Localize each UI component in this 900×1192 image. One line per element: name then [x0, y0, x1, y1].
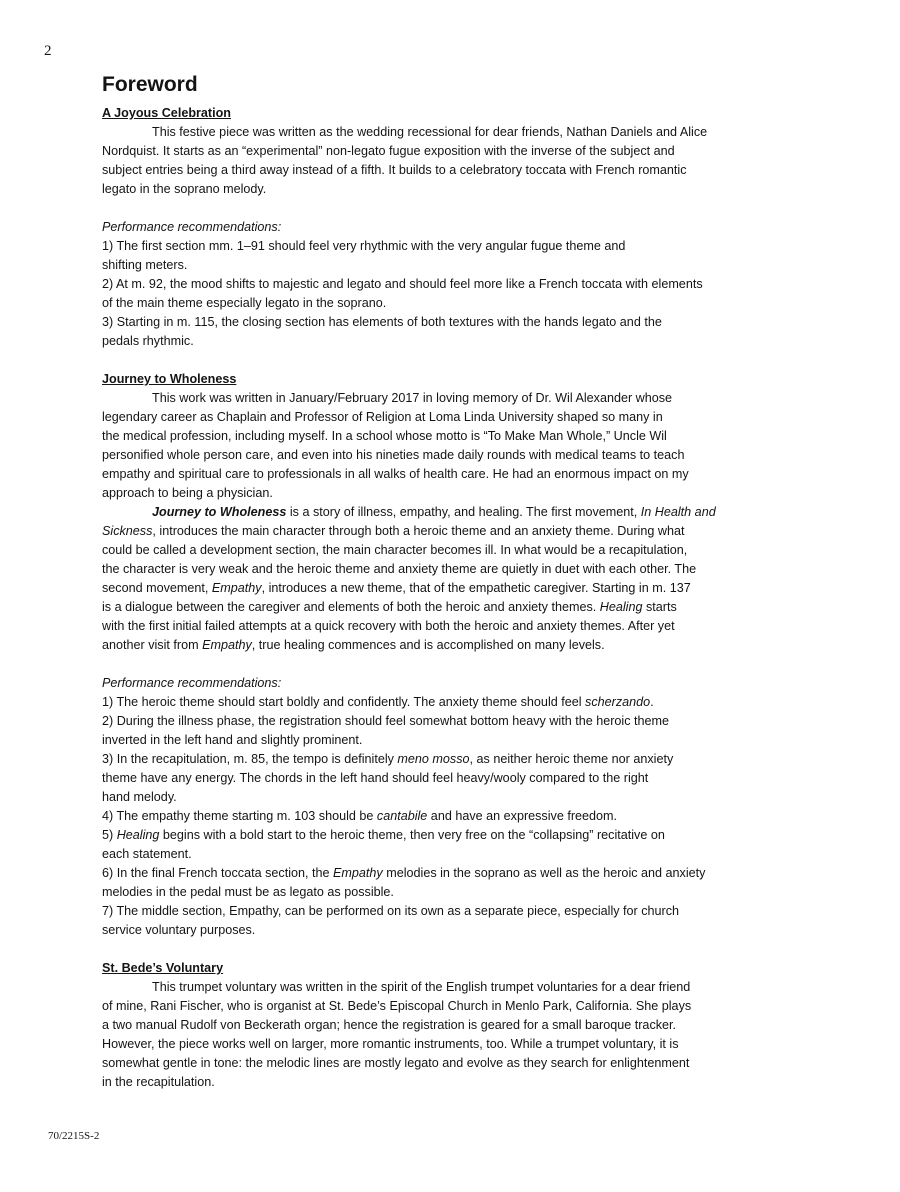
section-journey-to-wholeness — [102, 370, 802, 940]
recommendation-item: 2) During the illness phase, the registration should feel somewhat bottom heavy with the heroic theme inverted in the left hand and slightly prominent. — [102, 714, 670, 747]
recommendation-item: 2) At m. 92, the mood shifts to majestic and legato and should feel more like a French toccata with elements of the main theme especially legato in the soprano. — [102, 277, 703, 310]
section-paragraph — [102, 389, 802, 503]
recommendation-item: 3) Starting in m. 115, the closing section has elements of both textures with the hands legato and the pedals rhythmic. — [102, 315, 662, 348]
recommendation-item: 3) In the recapitulation, m. 85, the tempo is definitely meno mosso, as neither heroic theme nor anxiety theme have any energy. The chords in the left hand should feel heavy/wooly compared to the right hand melody. — [102, 752, 674, 804]
section-paragraph — [102, 978, 802, 1092]
section-heading: St. Bede’s Voluntary — [102, 961, 224, 975]
section-heading: A Joyous Celebration — [102, 106, 231, 120]
recommendation-item: 1) The heroic theme should start boldly and confidently. The anxiety theme should feel scherzando. — [102, 695, 654, 709]
movement-title: In Health and Sickness — [102, 505, 716, 538]
page-number: 2 — [44, 43, 52, 59]
section-st-bedes-voluntary — [102, 959, 802, 1092]
page-title: Foreword — [102, 73, 198, 96]
recommendations-label: Performance recommendations: — [102, 220, 282, 234]
paragraph-text: This festive piece was written as the wedding recessional for dear friends, Nathan Daniels and Alice Nordquist. It starts as an “experimental” non-legato fugue exposition with the inverse of the subject and subject entries being a third away instead of a fifth. It builds to a celebratory toccata with French romantic legato in the soprano melody. — [102, 125, 708, 196]
section-paragraph: Journey to Wholeness is a story of illness, empathy, and healing. The first movement, In Health and Sickness, introduces the main character through both a heroic theme and an anxiety theme. During what could be called a development section, the main character becomes ill. In what would be a recapitulation, the character is very weak and the heroic theme and anxiety theme are quietly in duet with each other. The second movement, Empathy, introduces a new theme, that of the empathetic caregiver. Starting in m. 137 is a dialogue between the caregiver and elements of both the heroic and anxiety themes. Healing starts with the first initial failed attempts at a quick recovery with both the heroic and anxiety themes. After yet another visit from Empathy, true healing commences and is accomplished on many levels. — [102, 505, 716, 652]
paragraph-text: This trumpet voluntary was written in the spirit of the English trumpet voluntaries for a dear friend of mine, Rani Fischer, who is organist at St. Bede’s Episcopal Church in Menlo Park, California. She plays a two manual Rudolf von Beckerath organ; hence the registration is geared for a small baroque tracker. However, the piece works well on larger, more romantic instruments, too. While a trumpet voluntary, it is somewhat gentle in tone: the melodic lines are mostly legato and evolve as they search for enlightenment in the recapitulation. — [102, 980, 692, 1089]
foreword-content — [102, 72, 802, 1092]
work-title: Journey to Wholeness — [152, 505, 287, 519]
recommendation-item: 5) Healing begins with a bold start to the heroic theme, then very free on the “collapsing” recitative on each statement. — [102, 828, 665, 861]
recommendation-item: 1) The first section mm. 1–91 should feel very rhythmic with the very angular fugue theme and shifting meters. — [102, 239, 626, 272]
movement-title: Healing — [599, 600, 643, 614]
recommendation-item: 7) The middle section, Empathy, can be performed on its own as a separate piece, especially for church service voluntary purposes. — [102, 904, 680, 937]
recommendations-label: Performance recommendations: — [102, 676, 282, 690]
section-heading: Journey to Wholeness — [102, 372, 237, 386]
section-paragraph — [102, 123, 802, 199]
recommendation-item: 4) The empathy theme starting m. 103 should be cantabile and have an expressive freedom. — [102, 809, 618, 823]
recommendation-item: 6) In the final French toccata section, the Empathy melodies in the soprano as well as the heroic and anxiety melodies in the pedal must be as legato as possible. — [102, 866, 706, 899]
movement-title: Empathy — [202, 638, 252, 652]
movement-title: Empathy — [211, 581, 262, 595]
paragraph-text: This work was written in January/February 2017 in loving memory of Dr. Wil Alexander whose legendary career as Chaplain and Professor of Religion at Loma Linda University shaped so many in the medical profession, including myself. In a school whose motto is “To Make Man Whole,” Uncle Wil personified whole person care, and even into his nineties made daily rounds with medical teams to teach empathy and spiritual care to professionals in all walks of health care. He had an enormous impact on my approach to being a physician. — [102, 391, 689, 500]
catalog-code: 70/2215S-2 — [48, 1130, 100, 1142]
section-joyous-celebration — [102, 104, 802, 351]
